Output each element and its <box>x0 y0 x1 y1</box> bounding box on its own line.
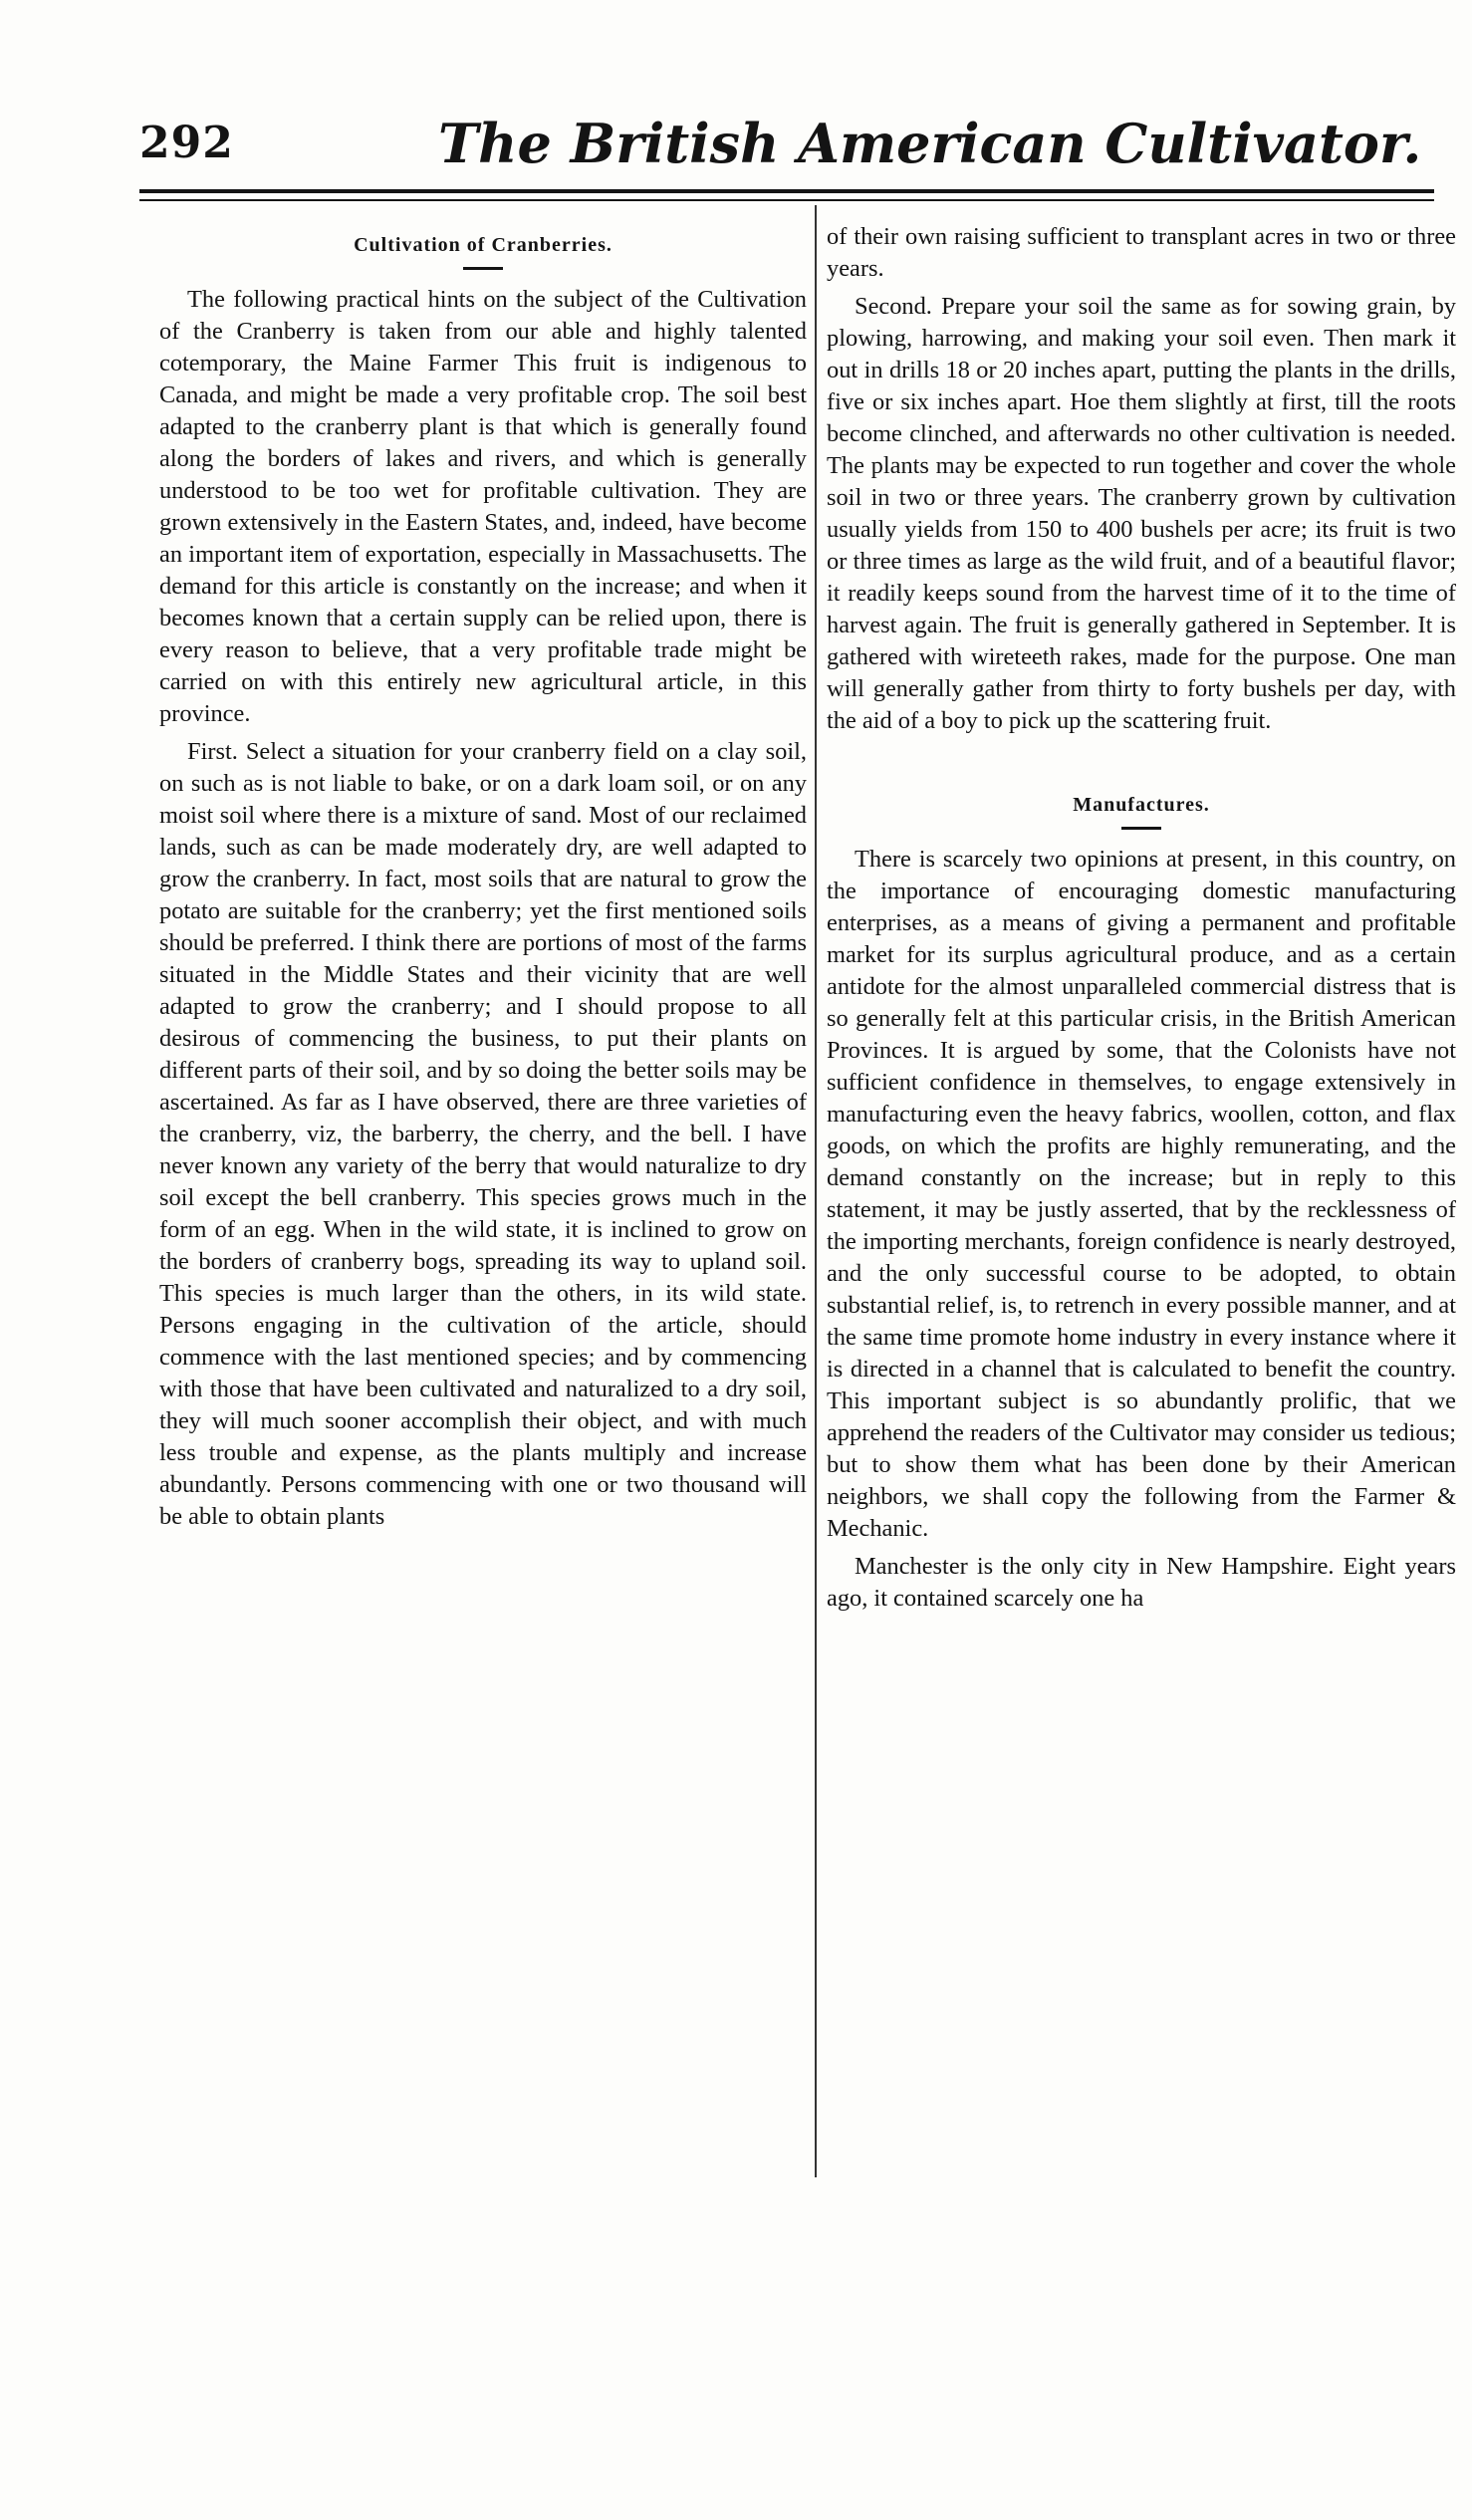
right-column <box>827 221 1456 1621</box>
journal-title: The British American Cultivator. <box>438 112 1422 175</box>
article-paragraph: of their own raising sufficient to transplant acres in two or three years. <box>827 223 1456 282</box>
article-paragraph: There is scarcely two opinions at present, in this country, on the importance of encouraging domestic manufacturing enterprises, as a means of giving a permanent and profitable market for its surplus agricultural produce, and as a certain antidote for the almost unparalleled commercial distress that is so generally felt at this particular crisis, in the British American Provinces. It is argued by some, that the Colonists have not sufficient confidence in themselves, to engage extensively in manufacturing even the heavy fabrics, woollen, cotton, and flax goods, on which the profits are highly remunerating, and the demand constantly on the increase; but in reply to this statement, it may be justly asserted, that by the recklessness of the importing merchants, foreign confidence is nearly destroyed, and the only successful course to be adopted, to obtain substantial relief, is, to retrench in every possible manner, and at the same time promote home industry in every instance where it is directed in a channel that is calculated to benefit the country. This important subject is so abundantly prolific, that we apprehend the readers of the Cultivator may consider us tedious; but to show them what has been done by their American neighbors, we shall copy the following from the Farmer & Mechanic. <box>827 846 1456 1542</box>
page-number: 292 <box>139 118 234 168</box>
article-paragraph: Second. Prepare your soil the same as for sowing grain, by plowing, harrowing, and making your soil even. Then mark it out in drills 18 or 20 inches apart, putting the plants in the drills, five or six inches apart. Hoe them slightly at first, till the roots become clinched, and afterwards no other cultivation is needed. The plants may be expected to run together and cover the whole soil in two or three years. The cranberry grown by cultivation usually yields from 150 to 400 bushels per acre; its fruit is two or three times as large as the wild fruit, and of a beautiful flavor; it readily keeps sound from the harvest time of it to the time of harvest again. The fruit is generally gathered in September. It is gathered with wireteeth rakes, made for the purpose. One man will generally gather from thirty to forty bushels per day, with the aid of a boy to pick up the scattering fruit. <box>827 293 1456 734</box>
section-title-cranberries: Cultivation of Cranberries. <box>354 234 613 256</box>
article-paragraph: First. Select a situation for your cranberry field on a clay soil, on such as is not liable to bake, or on a dark loam soil, or on any moist soil where there is a mixture of sand. Most of our reclaimed lands, such as can be made moderately dry, are well adapted to grow the cranberry. In fact, most soils that are natural to grow the potato are suitable for the cranberry; yet the first mentioned soils should be preferred. I think there are portions of most of the farms situated in the Middle States and their vicinity that are well adapted to grow the cranberry; and I should propose to all desirous of commencing the business, to put their plants on different parts of their soil, and by so doing the better soils may be ascertained. As far as I have observed, there are three varieties of the cranberry, viz, the barberry, the cherry, and the bell. I have never known any variety of the berry that would naturalize to dry soil except the bell cranberry. This species grows much in the form of an egg. When in the wild state, it is inclined to grow on the borders of cranberry bogs, spreading its way to upland soil. This species is much larger than the others, in its wild state. Persons engaging in the cultivation of the article, should commence with the last mentioned species; and by commencing with those that have been cultivated and naturalized to a dry soil, they will much sooner accomplish their object, and with much less trouble and expense, as the plants multiply and increase abundantly. Persons commencing with one or two thousand will be able to obtain plants <box>159 738 807 1530</box>
header-rule-thin <box>139 199 1434 201</box>
left-column <box>159 221 807 1539</box>
section-rule <box>1121 827 1161 830</box>
page-header <box>139 112 1434 197</box>
column-divider <box>815 205 817 2177</box>
article-paragraph: The following practical hints on the subject of the Cultivation of the Cranberry is taken from our able and highly talented cotemporary, the Maine Farmer This fruit is indigenous to Canada, and might be made a very profitable crop. The soil best adapted to the cranberry plant is that which is generally found along the borders of lakes and rivers, and which is generally understood to be too wet for profitable cultivation. They are grown extensively in the Eastern States, and, indeed, have become an important item of exportation, especially in Massachusetts. The demand for this article is constantly on the increase; and when it becomes known that a certain supply can be relied upon, there is every reason to believe, that a very profitable trade might be carried on with this entirely new agricultural article, in this province. <box>159 286 807 727</box>
header-rule-thick <box>139 189 1434 193</box>
section-title-manufactures: Manufactures. <box>1073 794 1210 816</box>
section-rule <box>463 267 503 270</box>
section-spacer <box>827 743 1456 781</box>
article-paragraph: Manchester is the only city in New Hampshire. Eight years ago, it contained scarcely one ha <box>827 1553 1456 1612</box>
